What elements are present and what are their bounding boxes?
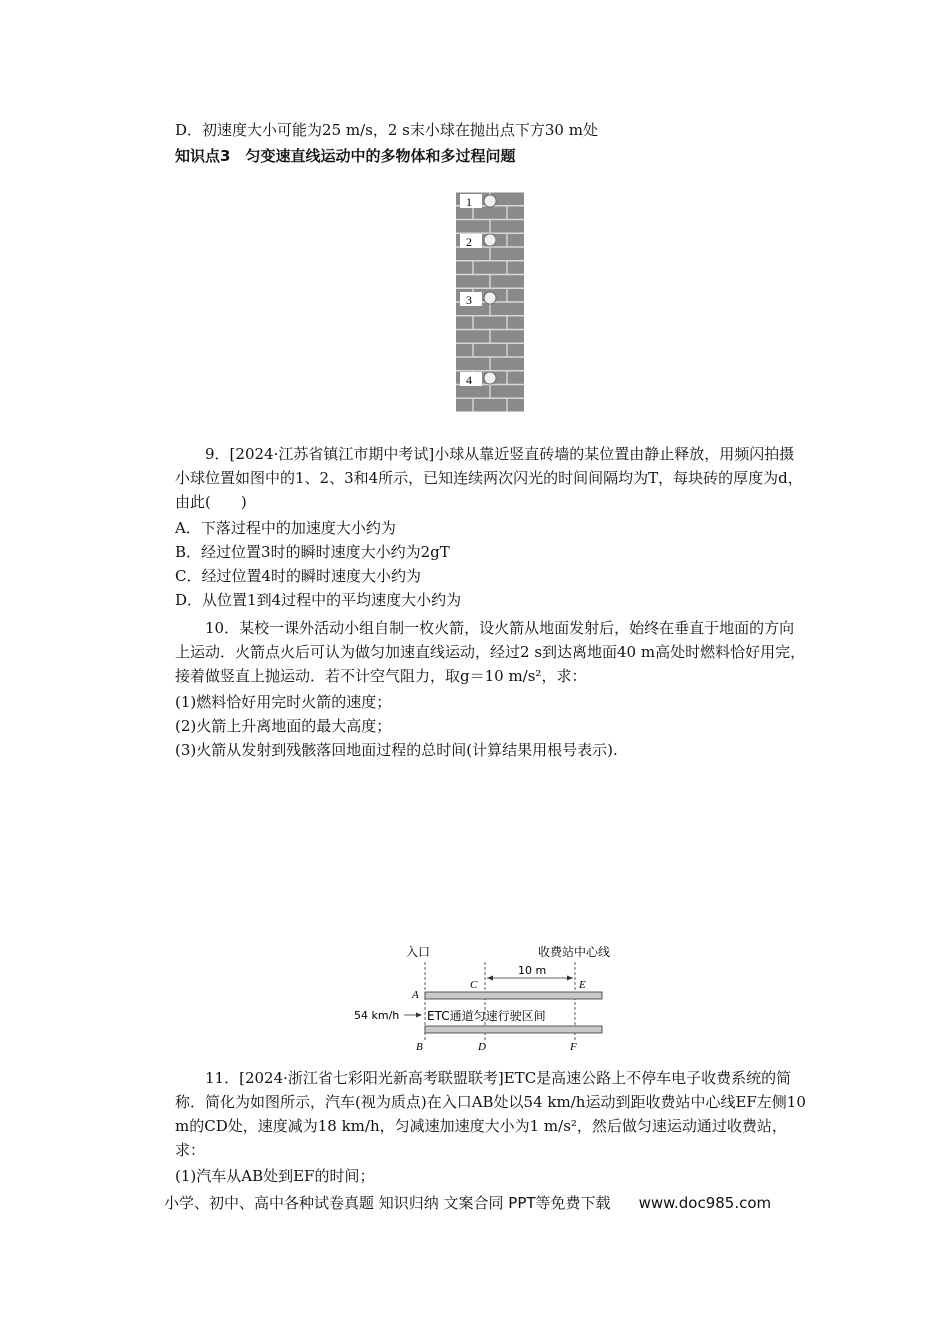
q9-option-b: B．经过位置3时的瞬时速度大小约为2gT	[175, 543, 450, 561]
point-a: A	[412, 989, 419, 1001]
question-11-stem: 11．[2024·浙江省七彩阳光新高考联盟联考]ETC是高速公路上不停车电子收费系统的简称．简化为如图所示，汽车(视为质点)在入口AB处以54 km/h运动到距收费站中心线EF左侧10 m的CD处，速度减为18 km/h，匀减速加速度大小为1 m/s²，然后做匀速运动通过收费站，求：	[175, 1069, 806, 1159]
ball-1	[460, 194, 496, 209]
speed-label: 54 km/h	[354, 1009, 400, 1022]
q9-option-d: D．从位置1到4过程中的平均速度大小约为	[175, 591, 462, 609]
ball-label-4: 4	[466, 373, 472, 387]
question-10-stem: 10．某校一课外活动小组自制一枚火箭，设火箭从地面发射后，始终在垂直于地面的方向上运动．火箭点火后可认为做匀加速直线运动，经过2 s到达离地面40 m高处时燃料恰好用完，接着做竖直上抛运动．若不计空气阻力，取g＝10 m/s²，求：	[175, 619, 806, 685]
q9-option-c: C．经过位置4时的瞬时速度大小约为	[175, 567, 422, 585]
footer	[164, 1192, 771, 1213]
q10-part-2: (2)火箭上升离地面的最大高度；	[175, 717, 392, 735]
point-b: B	[416, 1041, 423, 1053]
lane-label: ETC通道匀速行驶区间	[427, 1009, 546, 1023]
footer-text: 小学、初中、高中各种试卷真题 知识归纳 文案合同 PPT等免费下载	[164, 1194, 611, 1212]
brick-wall-figure	[456, 192, 524, 412]
q10-part-3: (3)火箭从发射到残骸落回地面过程的总时间(计算结果用根号表示).	[175, 741, 618, 759]
footer-url[interactable]: www.doc985.com	[638, 1194, 772, 1212]
centerline-label: 收费站中心线	[538, 945, 611, 959]
q10-part-1: (1)燃料恰好用完时火箭的速度；	[175, 693, 392, 711]
point-f: F	[570, 1041, 577, 1053]
ball-label-1: 1	[466, 195, 472, 209]
entrance-label: 入口	[406, 945, 431, 959]
ball-label-2: 2	[466, 235, 472, 249]
ball-label-3: 3	[466, 293, 472, 307]
question-9-stem: 9．[2024·江苏省镇江市期中考试]小球从靠近竖直砖墙的某位置由静止释放，用频闪拍摄小球位置如图中的1、2、3和4所示，已知连续两次闪光的时间间隔均为T，每块砖的厚度为d，由此( )	[175, 445, 803, 511]
point-c: C	[470, 979, 478, 991]
section-heading: 知识点3 匀变速直线运动中的多物体和多过程问题	[175, 147, 516, 165]
etc-toll-figure	[352, 940, 612, 1055]
point-d: D	[478, 1041, 486, 1053]
point-e: E	[579, 979, 586, 991]
q11-part-1: (1)汽车从AB处到EF的时间；	[175, 1167, 375, 1185]
option-d-previous: D．初速度大小可能为25 m/s，2 s末小球在抛出点下方30 m处	[175, 121, 598, 139]
distance-label: 10 m	[518, 964, 547, 977]
q9-option-a: A．下落过程中的加速度大小约为	[175, 519, 396, 537]
